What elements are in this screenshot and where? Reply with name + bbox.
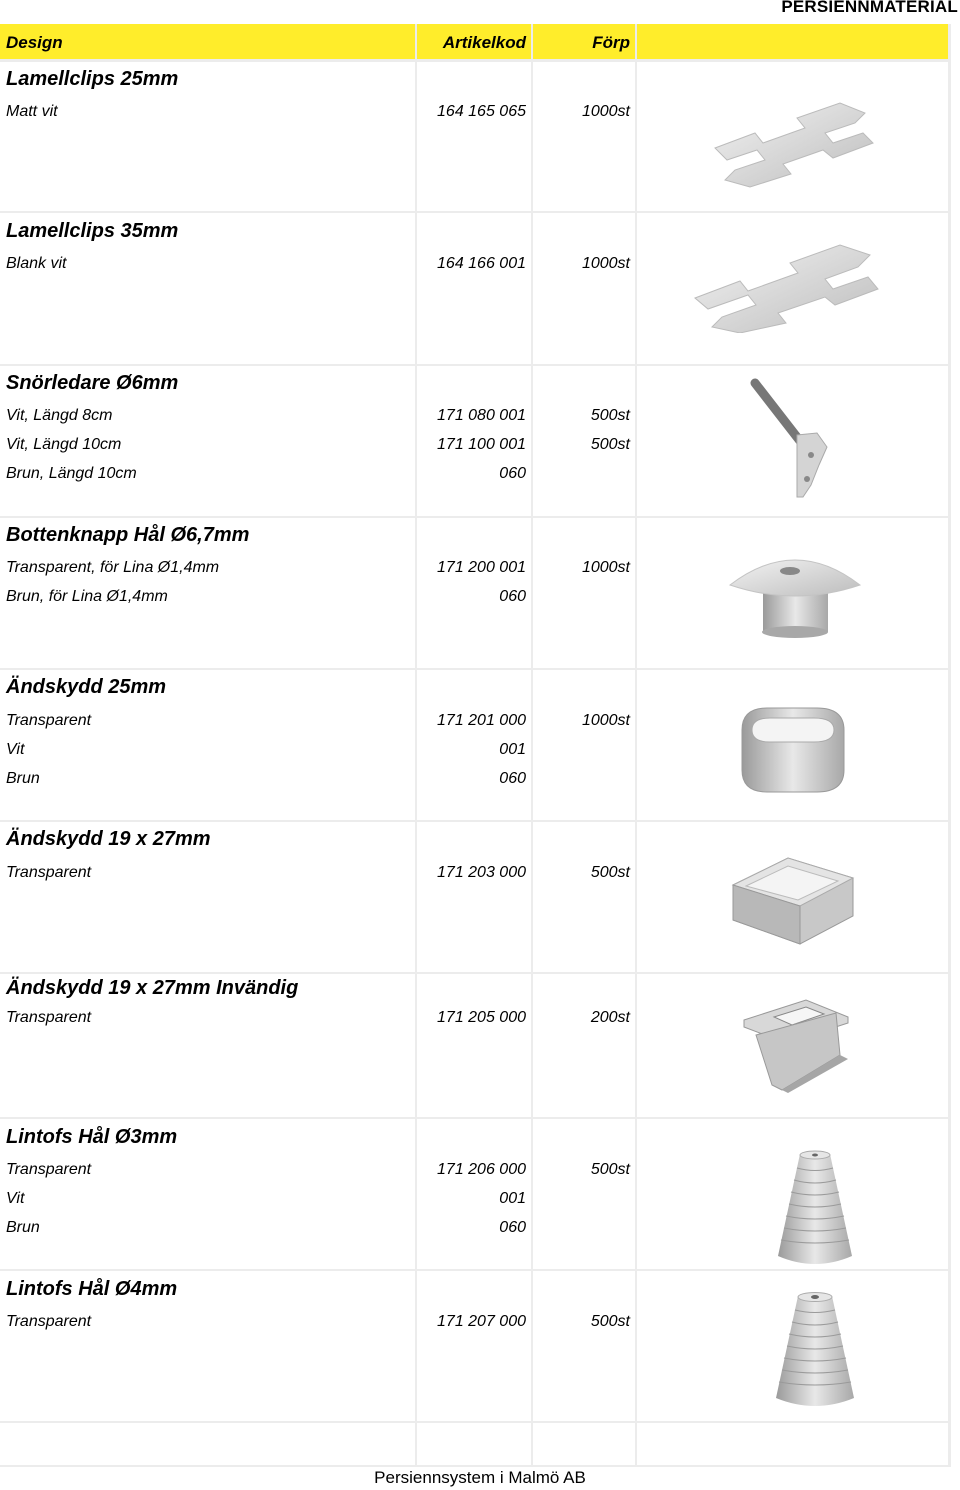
- column-header-forp: Förp: [533, 24, 635, 59]
- article-code: 001: [499, 741, 526, 758]
- forp-cell: [533, 213, 635, 364]
- pack-size: 1000st: [581, 103, 630, 120]
- forp-cell: [533, 670, 635, 820]
- snorledare-icon: [745, 375, 855, 510]
- variant-design: Transparent, för Lina Ø1,4mm: [6, 559, 220, 576]
- article-code: 060: [499, 770, 526, 787]
- article-code: 164 165 065: [437, 103, 526, 120]
- variant-design: Transparent: [6, 1161, 92, 1178]
- variant-design: Brun, Längd 10cm: [6, 465, 137, 482]
- article-code: 001: [499, 1190, 526, 1207]
- article-code: 164 166 001: [437, 255, 526, 272]
- artikelkod-cell: [417, 62, 531, 211]
- variant-design: Brun: [6, 770, 40, 787]
- footer-company: Persiennsystem i Malmö AB: [374, 1468, 586, 1487]
- article-code: 171 100 001: [437, 436, 526, 453]
- variant-design: Vit, Längd 8cm: [6, 407, 113, 424]
- pack-size: 500st: [590, 436, 630, 453]
- variant-design: Vit: [6, 1190, 25, 1207]
- variant-design: Transparent: [6, 1313, 92, 1330]
- empty-cell: [637, 1423, 948, 1465]
- lintofs-3mm-icon: [770, 1148, 860, 1273]
- column-header-image: [637, 24, 948, 59]
- product-title: Lamellclips 35mm: [6, 220, 179, 242]
- article-code: 171 207 000: [437, 1313, 526, 1330]
- lamellclips-25mm-icon: [705, 88, 875, 193]
- article-code: 171 080 001: [437, 407, 526, 424]
- article-code: 171 200 001: [437, 559, 526, 576]
- product-title: Ändskydd 19 x 27mm: [6, 828, 211, 850]
- variant-design: Matt vit: [6, 103, 58, 120]
- andskydd-oval-icon: [732, 700, 852, 805]
- article-code: 171 201 000: [437, 712, 526, 729]
- lamellclips-35mm-icon: [690, 233, 880, 338]
- column-header-artikelkod: Artikelkod: [417, 24, 531, 59]
- pack-size: 500st: [590, 864, 630, 881]
- forp-cell: [533, 62, 635, 211]
- document-title: PERSIENNMATERIAL: [781, 0, 958, 16]
- pack-size: 200st: [590, 1009, 630, 1026]
- pack-size: 1000st: [581, 255, 630, 272]
- forp-cell: [533, 518, 635, 668]
- variant-design: Brun, för Lina Ø1,4mm: [6, 588, 168, 605]
- product-title: Lintofs Hål Ø3mm: [6, 1126, 178, 1148]
- pack-size: 500st: [590, 407, 630, 424]
- product-title: Snörledare Ø6mm: [6, 372, 179, 394]
- product-title: Lintofs Hål Ø4mm: [6, 1278, 178, 1300]
- article-code: 060: [499, 1219, 526, 1236]
- article-code: 171 205 000: [437, 1009, 526, 1026]
- artikelkod-cell: [417, 822, 531, 972]
- pack-size: 1000st: [581, 559, 630, 576]
- article-code: 171 203 000: [437, 864, 526, 881]
- column-header-design: Design: [0, 24, 415, 59]
- article-code: 060: [499, 588, 526, 605]
- product-title: Ändskydd 25mm: [6, 676, 167, 698]
- pack-size: 1000st: [581, 712, 630, 729]
- artikelkod-cell: [417, 1271, 531, 1421]
- article-code: 060: [499, 465, 526, 482]
- empty-cell: [0, 1423, 415, 1465]
- andskydd-rect-icon: [728, 850, 858, 955]
- product-title: Bottenknapp Hål Ø6,7mm: [6, 524, 250, 546]
- variant-design: Vit, Längd 10cm: [6, 436, 122, 453]
- forp-cell: [533, 974, 635, 1117]
- empty-cell: [533, 1423, 635, 1465]
- pack-size: 500st: [590, 1313, 630, 1330]
- variant-design: Transparent: [6, 712, 92, 729]
- product-title: Ändskydd 19 x 27mm Invändig: [6, 977, 299, 999]
- variant-design: Brun: [6, 1219, 40, 1236]
- variant-design: Vit: [6, 741, 25, 758]
- artikelkod-cell: [417, 213, 531, 364]
- artikelkod-cell: [417, 974, 531, 1117]
- product-title: Lamellclips 25mm: [6, 68, 179, 90]
- variant-design: Transparent: [6, 864, 92, 881]
- forp-cell: [533, 822, 635, 972]
- forp-cell: [533, 1271, 635, 1421]
- bottenknapp-icon: [728, 545, 868, 650]
- pack-size: 500st: [590, 1161, 630, 1178]
- forp-cell: [533, 1119, 635, 1269]
- andskydd-invandig-icon: [736, 995, 856, 1100]
- lintofs-4mm-icon: [770, 1290, 860, 1415]
- variant-design: Transparent: [6, 1009, 92, 1026]
- empty-cell: [417, 1423, 531, 1465]
- variant-design: Blank vit: [6, 255, 67, 272]
- article-code: 171 206 000: [437, 1161, 526, 1178]
